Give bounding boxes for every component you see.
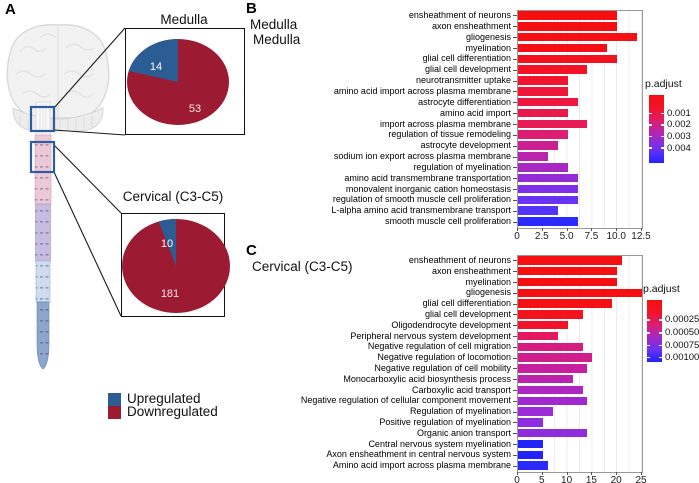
y-axis-tick bbox=[513, 422, 517, 423]
legend-tick-mark bbox=[659, 345, 662, 347]
category-label: Negative regulation of cell migration bbox=[367, 341, 511, 352]
medulla-pie-box bbox=[125, 28, 245, 135]
medulla-pie-chart bbox=[126, 29, 244, 134]
bar bbox=[518, 185, 578, 194]
bar bbox=[518, 375, 573, 384]
downregulated-swatch bbox=[108, 406, 121, 419]
downregulated-label: Downregulated bbox=[127, 404, 218, 419]
legend-title: p.adjust bbox=[643, 283, 680, 295]
legend-tick-label: 0.00025 bbox=[665, 314, 699, 326]
bar bbox=[518, 152, 548, 161]
bar bbox=[518, 11, 617, 20]
downregulated-count: 53 bbox=[188, 103, 202, 115]
bar bbox=[518, 461, 548, 470]
y-axis-tick bbox=[513, 325, 517, 326]
bar bbox=[518, 109, 568, 118]
category-label: astrocyte differentiation bbox=[418, 96, 511, 107]
bar bbox=[518, 386, 583, 395]
y-axis-tick bbox=[513, 211, 517, 212]
go-barchart-cervical bbox=[267, 253, 699, 483]
cervical-pie-title: Cervical (C3-C5) bbox=[122, 189, 224, 204]
category-label: Peripheral nervous system development bbox=[350, 330, 511, 341]
legend-tick-mark bbox=[659, 357, 662, 359]
bar bbox=[518, 451, 543, 460]
legend-tick-label: 0.001 bbox=[667, 107, 691, 119]
category-label: glial cell differentiation bbox=[422, 53, 511, 64]
category-label: astrocyte development bbox=[420, 140, 511, 151]
legend-tick-label: 0.00100 bbox=[665, 352, 699, 364]
category-label: glial cell development bbox=[424, 64, 511, 75]
y-axis-tick bbox=[513, 70, 517, 71]
y-axis-tick bbox=[513, 390, 517, 391]
category-label: gliogenesis bbox=[465, 31, 511, 42]
y-axis-tick bbox=[513, 200, 517, 201]
upregulated-swatch bbox=[108, 393, 121, 406]
category-label: regulation of myelination bbox=[413, 161, 511, 172]
bar bbox=[518, 87, 568, 96]
y-axis-tick bbox=[513, 178, 517, 179]
category-label: sodium ion export across plasma membrane bbox=[333, 151, 511, 162]
bar bbox=[518, 343, 583, 352]
bar bbox=[518, 174, 578, 183]
category-label: myelination bbox=[465, 276, 511, 287]
bar bbox=[518, 130, 568, 139]
downregulated-count: 181 bbox=[160, 288, 180, 300]
y-axis-tick bbox=[513, 293, 517, 294]
y-axis-tick bbox=[513, 81, 517, 82]
x-axis-tick-label: 7.5 bbox=[584, 231, 599, 242]
y-axis-tick bbox=[513, 48, 517, 49]
legend-tick-mark bbox=[649, 136, 652, 138]
y-axis-tick bbox=[513, 113, 517, 114]
x-axis-tick-label: 15 bbox=[585, 475, 597, 483]
legend-tick-mark bbox=[659, 319, 662, 321]
category-label: Negative regulation of cell mobility bbox=[374, 363, 511, 373]
legend-tick-label: 0.00050 bbox=[665, 327, 699, 339]
x-axis-tick-label: 12.5 bbox=[631, 231, 651, 242]
cervical-segment-marks bbox=[35, 135, 51, 204]
category-label: Positive regulation of myelination bbox=[379, 417, 511, 427]
bar bbox=[518, 267, 617, 276]
regulation-legend bbox=[105, 390, 245, 434]
padjust-legend-cervical bbox=[643, 283, 699, 378]
category-label: Negative regulation of cellular component movement bbox=[300, 395, 511, 406]
legend-tick-mark bbox=[647, 357, 650, 359]
bar bbox=[518, 98, 578, 107]
legend-tick-mark bbox=[661, 124, 664, 126]
category-label: Central nervous system myelination bbox=[368, 438, 511, 449]
bar bbox=[518, 217, 578, 226]
bar bbox=[518, 397, 587, 406]
y-axis-tick bbox=[513, 157, 517, 158]
bar bbox=[518, 332, 558, 341]
y-axis-tick bbox=[513, 146, 517, 147]
y-axis-tick bbox=[513, 15, 517, 16]
medulla-connector-bottom bbox=[54, 130, 125, 135]
bar bbox=[518, 65, 587, 74]
legend-tick-label: 0.00075 bbox=[665, 339, 699, 351]
lumbar-segment-marks bbox=[36, 261, 50, 302]
x-axis-tick-label: 10.0 bbox=[606, 231, 626, 242]
category-label: neurotransmitter uptake bbox=[415, 75, 511, 86]
y-axis-tick bbox=[513, 433, 517, 434]
sacral-segment-marks bbox=[37, 302, 49, 358]
y-axis-tick bbox=[513, 336, 517, 337]
bar bbox=[518, 418, 543, 427]
legend-tick-label: 0.004 bbox=[667, 142, 691, 154]
legend-tick-label: 0.003 bbox=[667, 131, 691, 142]
y-axis-tick bbox=[513, 222, 517, 223]
thoracic-segment-marks bbox=[36, 204, 51, 261]
category-label: Carboxylic acid transport bbox=[411, 384, 511, 395]
bar bbox=[518, 33, 637, 42]
y-axis-tick bbox=[513, 26, 517, 27]
y-axis-tick bbox=[513, 135, 517, 136]
category-label: monovalent inorganic cation homeostasis bbox=[345, 183, 511, 194]
bar bbox=[518, 321, 568, 330]
spinal-cord bbox=[35, 135, 51, 369]
y-axis-tick bbox=[513, 314, 517, 315]
y-axis-tick bbox=[513, 167, 517, 168]
category-label: regulation of tissue remodeling bbox=[388, 129, 511, 140]
legend-tick-mark bbox=[661, 113, 664, 115]
legend-tick-mark bbox=[649, 113, 652, 115]
y-axis-tick bbox=[513, 59, 517, 60]
y-axis-tick bbox=[513, 368, 517, 369]
y-axis-tick bbox=[513, 91, 517, 92]
category-label: Regulation of myelination bbox=[409, 406, 511, 417]
bar bbox=[518, 44, 607, 53]
category-label: amino acid import bbox=[439, 107, 511, 118]
bar bbox=[518, 22, 617, 31]
bar bbox=[518, 256, 622, 265]
y-axis-tick bbox=[513, 412, 517, 413]
category-label: myelination bbox=[465, 42, 511, 53]
bar bbox=[518, 206, 558, 215]
x-axis-tick-label: 0 bbox=[514, 475, 520, 483]
x-axis-tick-label: 10 bbox=[561, 475, 573, 483]
x-axis-tick-label: 0 bbox=[514, 231, 520, 242]
bar bbox=[518, 407, 553, 416]
y-axis-tick bbox=[513, 347, 517, 348]
x-axis-tick-label: 25 bbox=[635, 475, 647, 483]
bar bbox=[518, 76, 568, 85]
category-label: axon ensheathment bbox=[431, 20, 511, 31]
y-axis-tick bbox=[513, 102, 517, 103]
legend-tick-mark bbox=[649, 147, 652, 149]
bar bbox=[518, 55, 617, 64]
y-axis-tick bbox=[513, 379, 517, 380]
bar bbox=[518, 440, 543, 449]
category-label: glial cell differentiation bbox=[422, 298, 511, 309]
bar bbox=[518, 120, 587, 129]
upregulated-count: 10 bbox=[160, 238, 174, 250]
padjust-legend-medulla bbox=[645, 78, 699, 188]
y-axis-tick bbox=[513, 444, 517, 445]
category-label: Organic anion transport bbox=[416, 427, 511, 438]
panel-b-label: B bbox=[246, 0, 257, 17]
category-label: gliogenesis bbox=[465, 287, 511, 298]
medulla-pie-title: Medulla bbox=[160, 12, 208, 27]
bar bbox=[518, 289, 642, 298]
category-label: Amino acid import across plasma membrane bbox=[332, 460, 511, 471]
bar bbox=[518, 353, 592, 362]
panel-b-title-line1: Medulla bbox=[250, 17, 298, 32]
panel-b-title-line2: Medulla bbox=[253, 32, 301, 47]
bar bbox=[518, 278, 617, 287]
x-axis-tick-label: 2.5 bbox=[534, 231, 549, 242]
category-label: Oligodendrocyte development bbox=[391, 319, 511, 330]
bar bbox=[518, 310, 583, 319]
y-axis-tick bbox=[513, 37, 517, 38]
legend-tick-mark bbox=[647, 332, 650, 334]
y-axis-tick bbox=[513, 271, 517, 272]
category-label: ensheathment of neurons bbox=[408, 10, 511, 20]
legend-tick-label: 0.002 bbox=[667, 119, 691, 131]
category-label: L-alpha amino acid transmembrane transport bbox=[331, 205, 511, 216]
panel-c-title: Cervical (C3-C5) bbox=[252, 259, 353, 274]
category-label: axon ensheathment bbox=[431, 265, 511, 276]
y-axis-tick bbox=[513, 282, 517, 283]
legend-title: p.adjust bbox=[645, 78, 682, 90]
panel-a-label: A bbox=[5, 1, 16, 18]
bar bbox=[518, 364, 587, 373]
upregulated-count: 14 bbox=[149, 61, 163, 73]
legend-tick-mark bbox=[647, 319, 650, 321]
bar bbox=[518, 163, 568, 172]
category-label: import across plasma membrane bbox=[379, 118, 511, 129]
legend-tick-mark bbox=[647, 345, 650, 347]
y-axis-tick bbox=[513, 124, 517, 125]
y-axis-tick bbox=[513, 260, 517, 261]
bar bbox=[518, 429, 587, 438]
y-axis-tick bbox=[513, 466, 517, 467]
y-axis-tick bbox=[513, 401, 517, 402]
y-axis-tick bbox=[513, 455, 517, 456]
cervical-pie-chart bbox=[122, 214, 224, 316]
category-label: Monocarboxylic acid biosynthesis process bbox=[343, 373, 511, 384]
category-label: ensheathment of neurons bbox=[408, 255, 511, 265]
legend-tick-mark bbox=[661, 136, 664, 138]
legend-gradient-bar bbox=[649, 95, 664, 163]
legend-tick-mark bbox=[659, 332, 662, 334]
panel-c-label: C bbox=[246, 242, 257, 259]
x-axis-tick-label: 5.0 bbox=[559, 231, 574, 242]
legend-tick-mark bbox=[661, 147, 664, 149]
category-label: Axon ensheathment in central nervous system bbox=[326, 449, 511, 460]
y-axis-tick bbox=[513, 358, 517, 359]
upregulated-label: Upregulated bbox=[127, 391, 201, 406]
brain-illustration bbox=[7, 25, 109, 136]
category-label: amino acid import across plasma membrane bbox=[333, 85, 511, 96]
category-label: glial cell development bbox=[424, 309, 511, 319]
legend-tick-mark bbox=[649, 124, 652, 126]
x-axis-tick-label: 20 bbox=[610, 475, 622, 483]
category-label: regulation of smooth muscle cell proliferation bbox=[332, 194, 511, 205]
category-label: amino acid transmembrane transportation bbox=[344, 172, 511, 183]
y-axis-tick bbox=[513, 189, 517, 190]
x-axis-tick-label: 5 bbox=[539, 475, 545, 483]
bar bbox=[518, 196, 578, 205]
cervical-pie-box bbox=[121, 213, 225, 317]
category-label: Negative regulation of locomotion bbox=[377, 352, 511, 363]
y-axis-tick bbox=[513, 304, 517, 305]
bar bbox=[518, 299, 612, 308]
bar bbox=[518, 141, 558, 150]
legend-gradient-bar bbox=[647, 300, 662, 362]
category-label: smooth muscle cell proliferation bbox=[384, 216, 511, 227]
go-barchart-medulla bbox=[267, 8, 699, 253]
